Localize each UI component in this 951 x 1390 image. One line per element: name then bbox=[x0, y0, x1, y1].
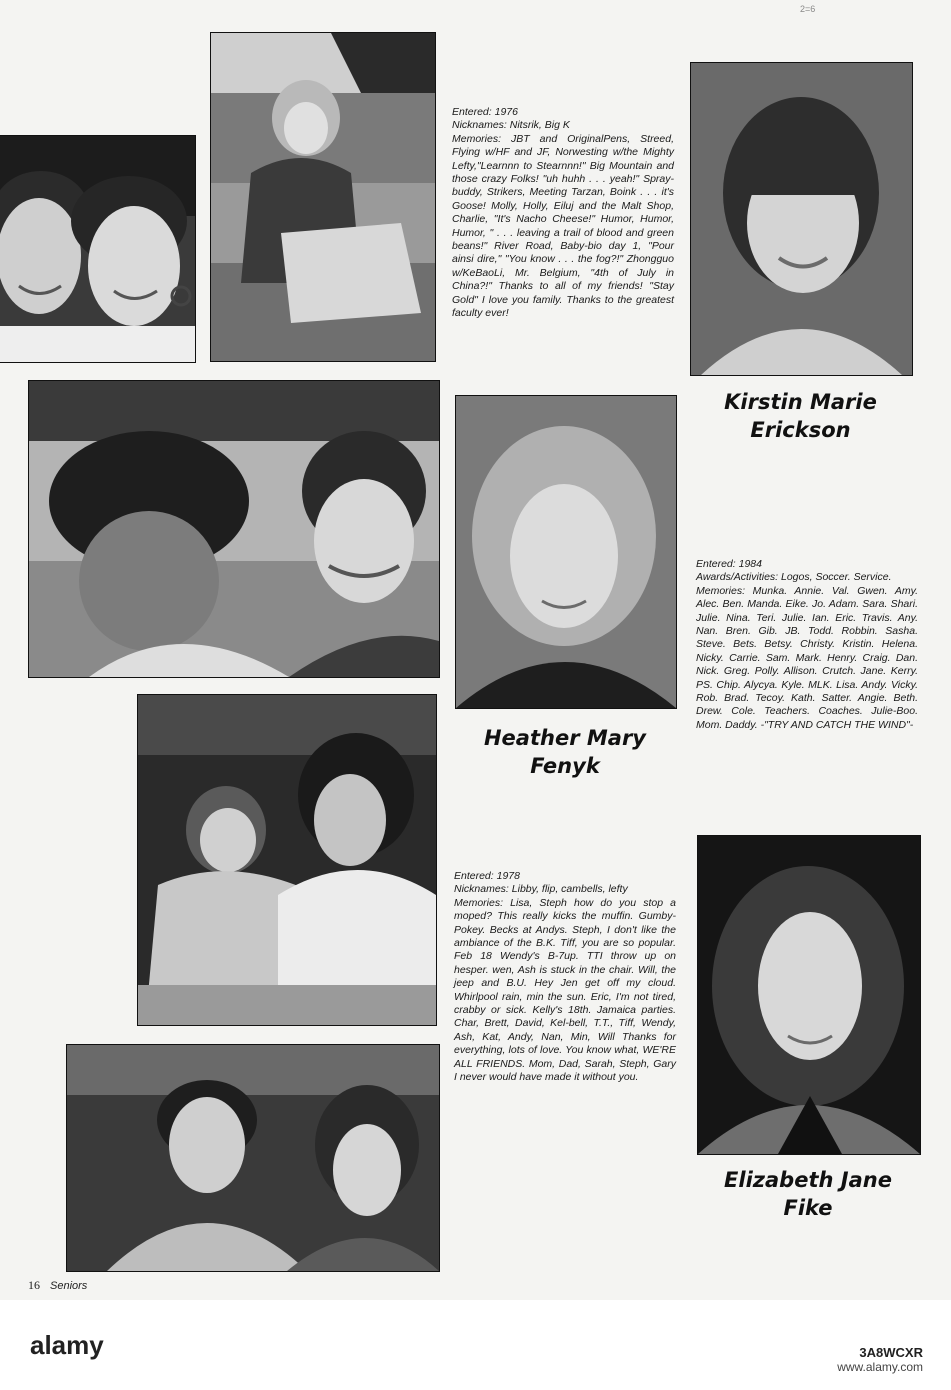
name-erickson-first: Kirstin Marie bbox=[724, 390, 877, 414]
name-fike bbox=[697, 1166, 919, 1222]
stock-logo: alamy bbox=[30, 1330, 104, 1360]
bio-fenyk: Entered: 1984 Awards/Activities: Logos, Soccer. Service. Memories: Munka. Annie. Val. Gwen. Amy. Alec. Ben. Manda. Eike. Jo. Adam. Sara. Shari. Julie. Nina. Teri. Julie. Ian. Eric. Travis. Any. Nan. Bren. Gib. JB. Todd. Robbin. Sasha. Steve. Bets. Betsy. Christy. Kristin. Helena. Nicky. Carrie. Sam. Mark. Henry. Craig. Dan. Nick. Greg. Polly. Allison. Crutch. Jane. Kerry. PS. Chip. Alycya. Kyle. MLK. Lisa. Andy. Vicky. Rob. Brad. Tecoy. Kath. Satter. Angie. Beth. Drew. Cole. Teachers. Coaches. Julie-Boo. Mom. Daddy. -"TRY AND CATCH THE WIND"- bbox=[696, 558, 918, 731]
portrait-elizabeth-fike bbox=[697, 835, 921, 1155]
photo-two-girls-at-beach bbox=[28, 380, 440, 678]
stock-url[interactable]: www.alamy.com bbox=[837, 1360, 923, 1374]
folio-section: Seniors bbox=[50, 1280, 88, 1292]
photo-girls-in-classroom bbox=[137, 694, 437, 1026]
stock-bar bbox=[0, 1300, 951, 1390]
name-fike-last: Fike bbox=[783, 1196, 833, 1220]
bio-erickson: Entered: 1976 Nicknames: Nitsrik, Big K Memories: JBT and OriginalPens, Streed, Flying w/HF and JF, Norwesting w/the Mighty Lefty,"Learnnn to Stearnnn!" Big Mountain and those crazy Folks! "uh huhh . . . yeah!" Spray-buddy, Strikers, Meeting Tarzan, Boink . . . it's Goose! Molly, Holly, Eiluj and the Malt Shop, Charlie, "It's Nacho Cheese!" Humor, Humor, Humor, " . . . leaving a trail of blood and green beans!" River Road, Baby-bio day 1, "Pour ainsi dire," "You know . . . the fog?!" Zhongguo w/KeBaoLi, Mr. Belgium, "4th of July in China?!" Thanks to all of my friends! "Stay Gold" I love you family. Thanks to the greatest faculty ever! bbox=[452, 106, 674, 320]
bio-fike: Entered: 1978 Nicknames: Libby, flip, cambells, lefty Memories: Lisa, Steph how do you stop a moped? This really kicks the muffin. Gumby-Pokey. Becks at Andys. Steph, I don't like the ambiance of the B.K. Tiff, you are so popular. Feb 18 Wendy's B-7up. TTI throw up on hesper. wen, Ash is stuck in the chair. Will, the jeep and B.U. Hey Jen get off my cloud. Whirlpool rain, min the sun. Eric, I'm not tired, crabby or sick. Kelly's 18th. Jamaica parties. Char, Brett, David, Kel-bell, T.T., Tiff, Wendy, Ash, Kat, Andy, Nan, Min, Will Thanks for everything, lots of love. You know what, WE'RE ALL FRIENDS. Mom, Dad, Sarah, Steph, Gary I never would have made it without you. bbox=[454, 870, 676, 1084]
corner-mark: 2=6 bbox=[800, 4, 816, 14]
name-erickson-last: Erickson bbox=[750, 418, 851, 442]
name-erickson bbox=[690, 388, 911, 444]
folio-number: 16 bbox=[28, 1278, 40, 1292]
portrait-kirstin-erickson bbox=[690, 62, 913, 376]
name-fike-first: Elizabeth Jane bbox=[724, 1168, 892, 1192]
photo-boy-and-girl bbox=[66, 1044, 440, 1272]
name-fenyk bbox=[455, 724, 675, 780]
page-folio bbox=[28, 1278, 87, 1293]
name-fenyk-last: Fenyk bbox=[530, 754, 600, 778]
stock-info bbox=[837, 1345, 923, 1374]
name-fenyk-first: Heather Mary bbox=[483, 726, 646, 750]
photo-two-girls-smiling bbox=[0, 135, 196, 363]
photo-girl-sitting-outdoors bbox=[210, 32, 436, 362]
stock-image-id: 3A8WCXR bbox=[859, 1345, 923, 1360]
portrait-heather-fenyk bbox=[455, 395, 677, 709]
